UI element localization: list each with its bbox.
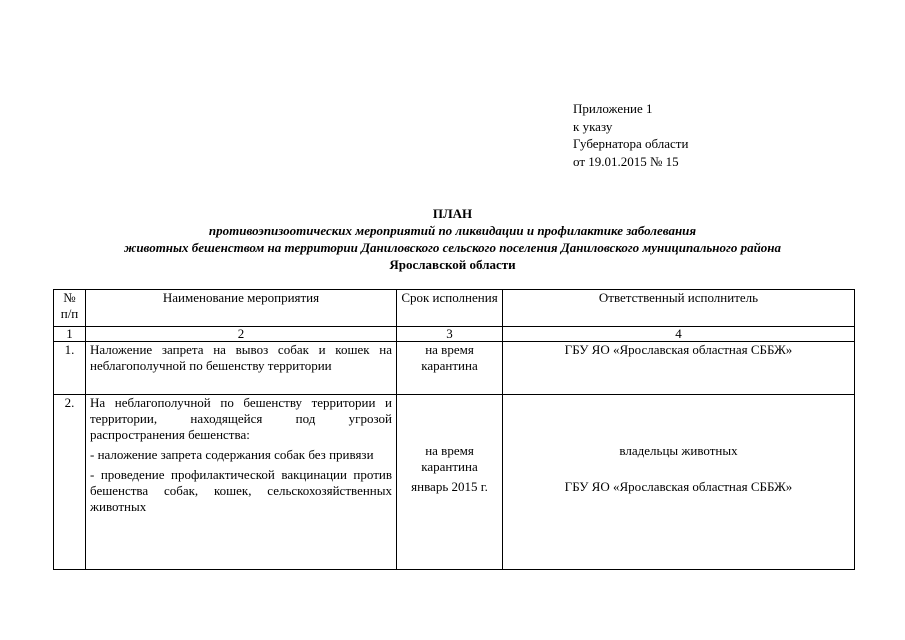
appendix-line-1: Приложение 1 <box>573 101 653 116</box>
subtitle-line-2: животных бешенством на территории Даниловского сельского поселения Даниловского муниципального района <box>123 240 782 255</box>
table-row <box>54 395 855 570</box>
appendix-line-2: к указу <box>573 118 613 134</box>
row-number: 1. <box>54 342 86 395</box>
header-number: № п/п <box>54 290 86 327</box>
row-subitem-executor: владельцы животных <box>619 443 738 458</box>
column-number: 1 <box>54 327 86 342</box>
row-executor-cell <box>503 395 855 570</box>
column-number-row <box>54 327 855 342</box>
row-term: на время карантина <box>397 342 503 395</box>
row-executor: ГБУ ЯО «Ярославская областная СББЖ» <box>503 342 855 395</box>
column-number: 3 <box>397 327 503 342</box>
subtitle-line-3: Ярославской области <box>389 257 516 272</box>
column-number: 2 <box>86 327 397 342</box>
header-term: Срок исполнения <box>397 290 503 327</box>
row-name-cell <box>86 395 397 570</box>
row-subitem-term: январь 2015 г. <box>411 479 488 494</box>
row-subitem-name: - проведение профилактической вакцинации против бешенства собак, кошек, сельскохозяйственных животных <box>90 467 392 514</box>
spacer <box>401 395 498 443</box>
row-subitem-executor: ГБУ ЯО «Ярославская областная СББЖ» <box>564 479 793 494</box>
table-row <box>54 342 855 395</box>
appendix-block <box>573 100 688 170</box>
row-subitem-name: - наложение запрета содержания собак без привязи <box>90 447 374 462</box>
plan-table <box>53 289 855 570</box>
row-name-intro: На неблагополучной по бешенству территории и территории, находящейся под угрозой распространения бешенства: <box>90 395 392 442</box>
header-executor: Ответственный исполнитель <box>503 290 855 327</box>
document-title: ПЛАН <box>432 206 473 221</box>
row-subitem-term: на время карантина <box>421 443 478 474</box>
row-term-cell <box>397 395 503 570</box>
row-number: 2. <box>54 395 86 570</box>
appendix-line-3: Губернатора области <box>573 136 689 151</box>
header-name: Наименование мероприятия <box>86 290 397 327</box>
spacer <box>507 395 850 443</box>
row-name: Наложение запрета на вывоз собак и кошек на неблагополучной по бешенству территории <box>86 342 397 395</box>
document-subtitle <box>40 222 865 273</box>
column-number: 4 <box>503 327 855 342</box>
subtitle-line-1: противоэпизоотических мероприятий по ликвидации и профилактике заболевания <box>208 223 697 238</box>
table-header-row <box>54 290 855 327</box>
appendix-line-4: от 19.01.2015 № 15 <box>573 153 679 169</box>
